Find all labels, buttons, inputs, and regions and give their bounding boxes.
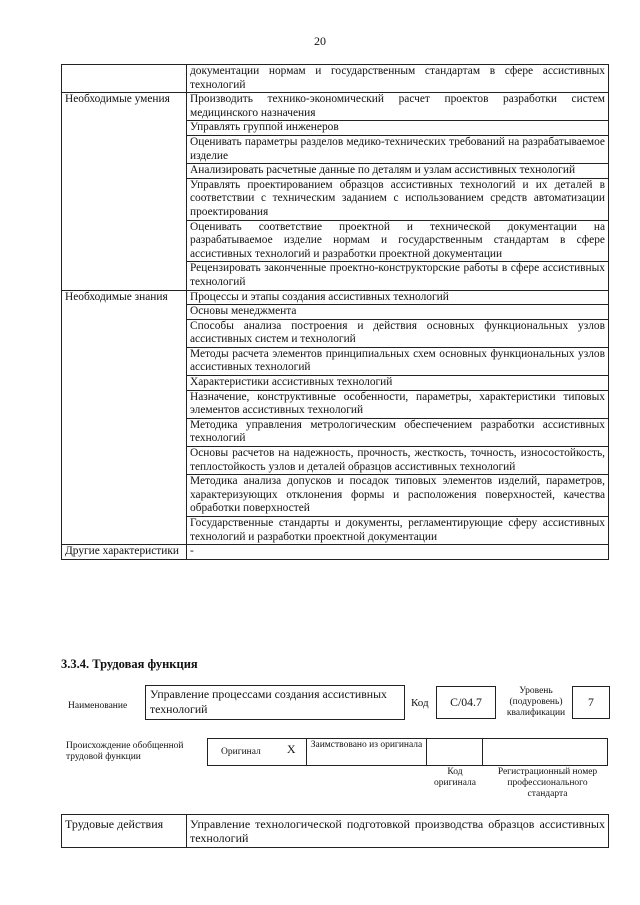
table-row (62, 418, 609, 446)
table-row (62, 347, 609, 375)
name-label: Наименование (68, 701, 128, 711)
row-item: Методы расчета элементов принципиальных схем основных функциональных узлов ассистивных технологий (187, 347, 609, 375)
original-label: Оригинал (221, 747, 261, 757)
table-row (62, 65, 609, 93)
action-item: Управление технологической подготовкой производства образцов ассистивных технологий (187, 815, 609, 848)
actions-label: Трудовые действия (62, 815, 187, 848)
row-item: Анализировать расчетные данные по деталям и узлам ассистивных технологий (187, 164, 609, 179)
row-label (62, 475, 187, 517)
row-label: Другие характеристики (62, 545, 187, 560)
row-label (62, 305, 187, 320)
requirements-table (61, 64, 609, 560)
row-label (62, 447, 187, 475)
function-code: C/04.7 (436, 686, 496, 719)
table-row (62, 545, 609, 560)
row-item: Управлять группой инженеров (187, 121, 609, 136)
function-name: Управление процессами создания ассистивных технологий (145, 685, 405, 720)
row-label (62, 390, 187, 418)
row-item: Назначение, конструктивные особенности, параметры, характеристики типовых элементов ассистивных технологий (187, 390, 609, 418)
row-label (62, 135, 187, 163)
row-label (62, 418, 187, 446)
table-row (62, 447, 609, 475)
code-original-label: Код оригинала (434, 767, 476, 788)
table-row (62, 135, 609, 163)
row-item: Методика управления метрологическим обеспечением разработки ассистивных технологий (187, 418, 609, 446)
row-label (62, 319, 187, 347)
row-label: Необходимые знания (62, 290, 187, 305)
table-row (62, 376, 609, 391)
row-label (62, 178, 187, 220)
qualification-level: 7 (572, 686, 610, 719)
row-item: Характеристики ассистивных технологий (187, 376, 609, 391)
section-title: 3.3.4. Трудовая функция (61, 657, 198, 671)
level-label: Уровень (подуровень) квалификации (506, 686, 566, 718)
row-label (62, 220, 187, 262)
original-mark: X (287, 742, 296, 756)
table-row (62, 305, 609, 320)
table-row (62, 121, 609, 136)
row-label (62, 262, 187, 290)
row-item: Оценивать соответствие проектной и технической документации на разрабатываемое изделие нормам и государственным стандартам в сфере ассистивных технологий и разработки проектной документации (187, 220, 609, 262)
table-row (62, 262, 609, 290)
row-item: Государственные стандарты и документы, регламентирующие сферу ассистивных технологий и разработки проектной документации (187, 517, 609, 545)
row-item: - (187, 545, 609, 560)
borrowed-label: Заимствовано из оригинала (310, 740, 423, 750)
table-row (62, 220, 609, 262)
row-item: Способы анализа построения и действия основных функциональных узлов ассистивных систем и технологий (187, 319, 609, 347)
code-label: Код (411, 697, 429, 709)
origin-label: Происхождение обобщенной трудовой функции (66, 741, 184, 762)
row-item: Оценивать параметры разделов медико-технических требований на разрабатываемое изделие (187, 135, 609, 163)
row-item: Процессы и этапы создания ассистивных технологий (187, 290, 609, 305)
row-item: Управлять проектированием образцов ассистивных технологий и их деталей в соответствии с техническим заданием с использованием средств автоматизации проектирования (187, 178, 609, 220)
table-row (62, 517, 609, 545)
row-item: Производить технико-экономический расчет проектов разработки систем медицинского назначения (187, 93, 609, 121)
table-row (62, 93, 609, 121)
code-original-cell (426, 738, 483, 766)
table-row (62, 319, 609, 347)
row-label (62, 376, 187, 391)
row-item: Основы менеджмента (187, 305, 609, 320)
row-label (62, 517, 187, 545)
row-label: Необходимые умения (62, 93, 187, 121)
table-row (62, 475, 609, 517)
page-number: 20 (314, 34, 326, 48)
row-label (62, 347, 187, 375)
row-label (62, 164, 187, 179)
row-label (62, 65, 187, 93)
table-row (62, 164, 609, 179)
reg-number-label: Регистрационный номер профессионального стандарта (497, 767, 598, 799)
table-row (62, 390, 609, 418)
row-label (62, 121, 187, 136)
table-row (62, 290, 609, 305)
row-item: Основы расчетов на надежность, прочность, жесткость, точность, износостойкость, теплостойкость узлов и деталей образцов ассистивных технологий (187, 447, 609, 475)
row-item: документации нормам и государственным стандартам в сфере ассистивных технологий (187, 65, 609, 93)
row-item: Рецензировать законченные проектно-конструкторские работы в сфере ассистивных технологий (187, 262, 609, 290)
table-row (62, 178, 609, 220)
actions-table (61, 814, 609, 848)
row-item: Методика анализа допусков и посадок типовых элементов изделий, параметров, характеризующих отклонения формы и расположения поверхностей, качества обработки поверхностей (187, 475, 609, 517)
